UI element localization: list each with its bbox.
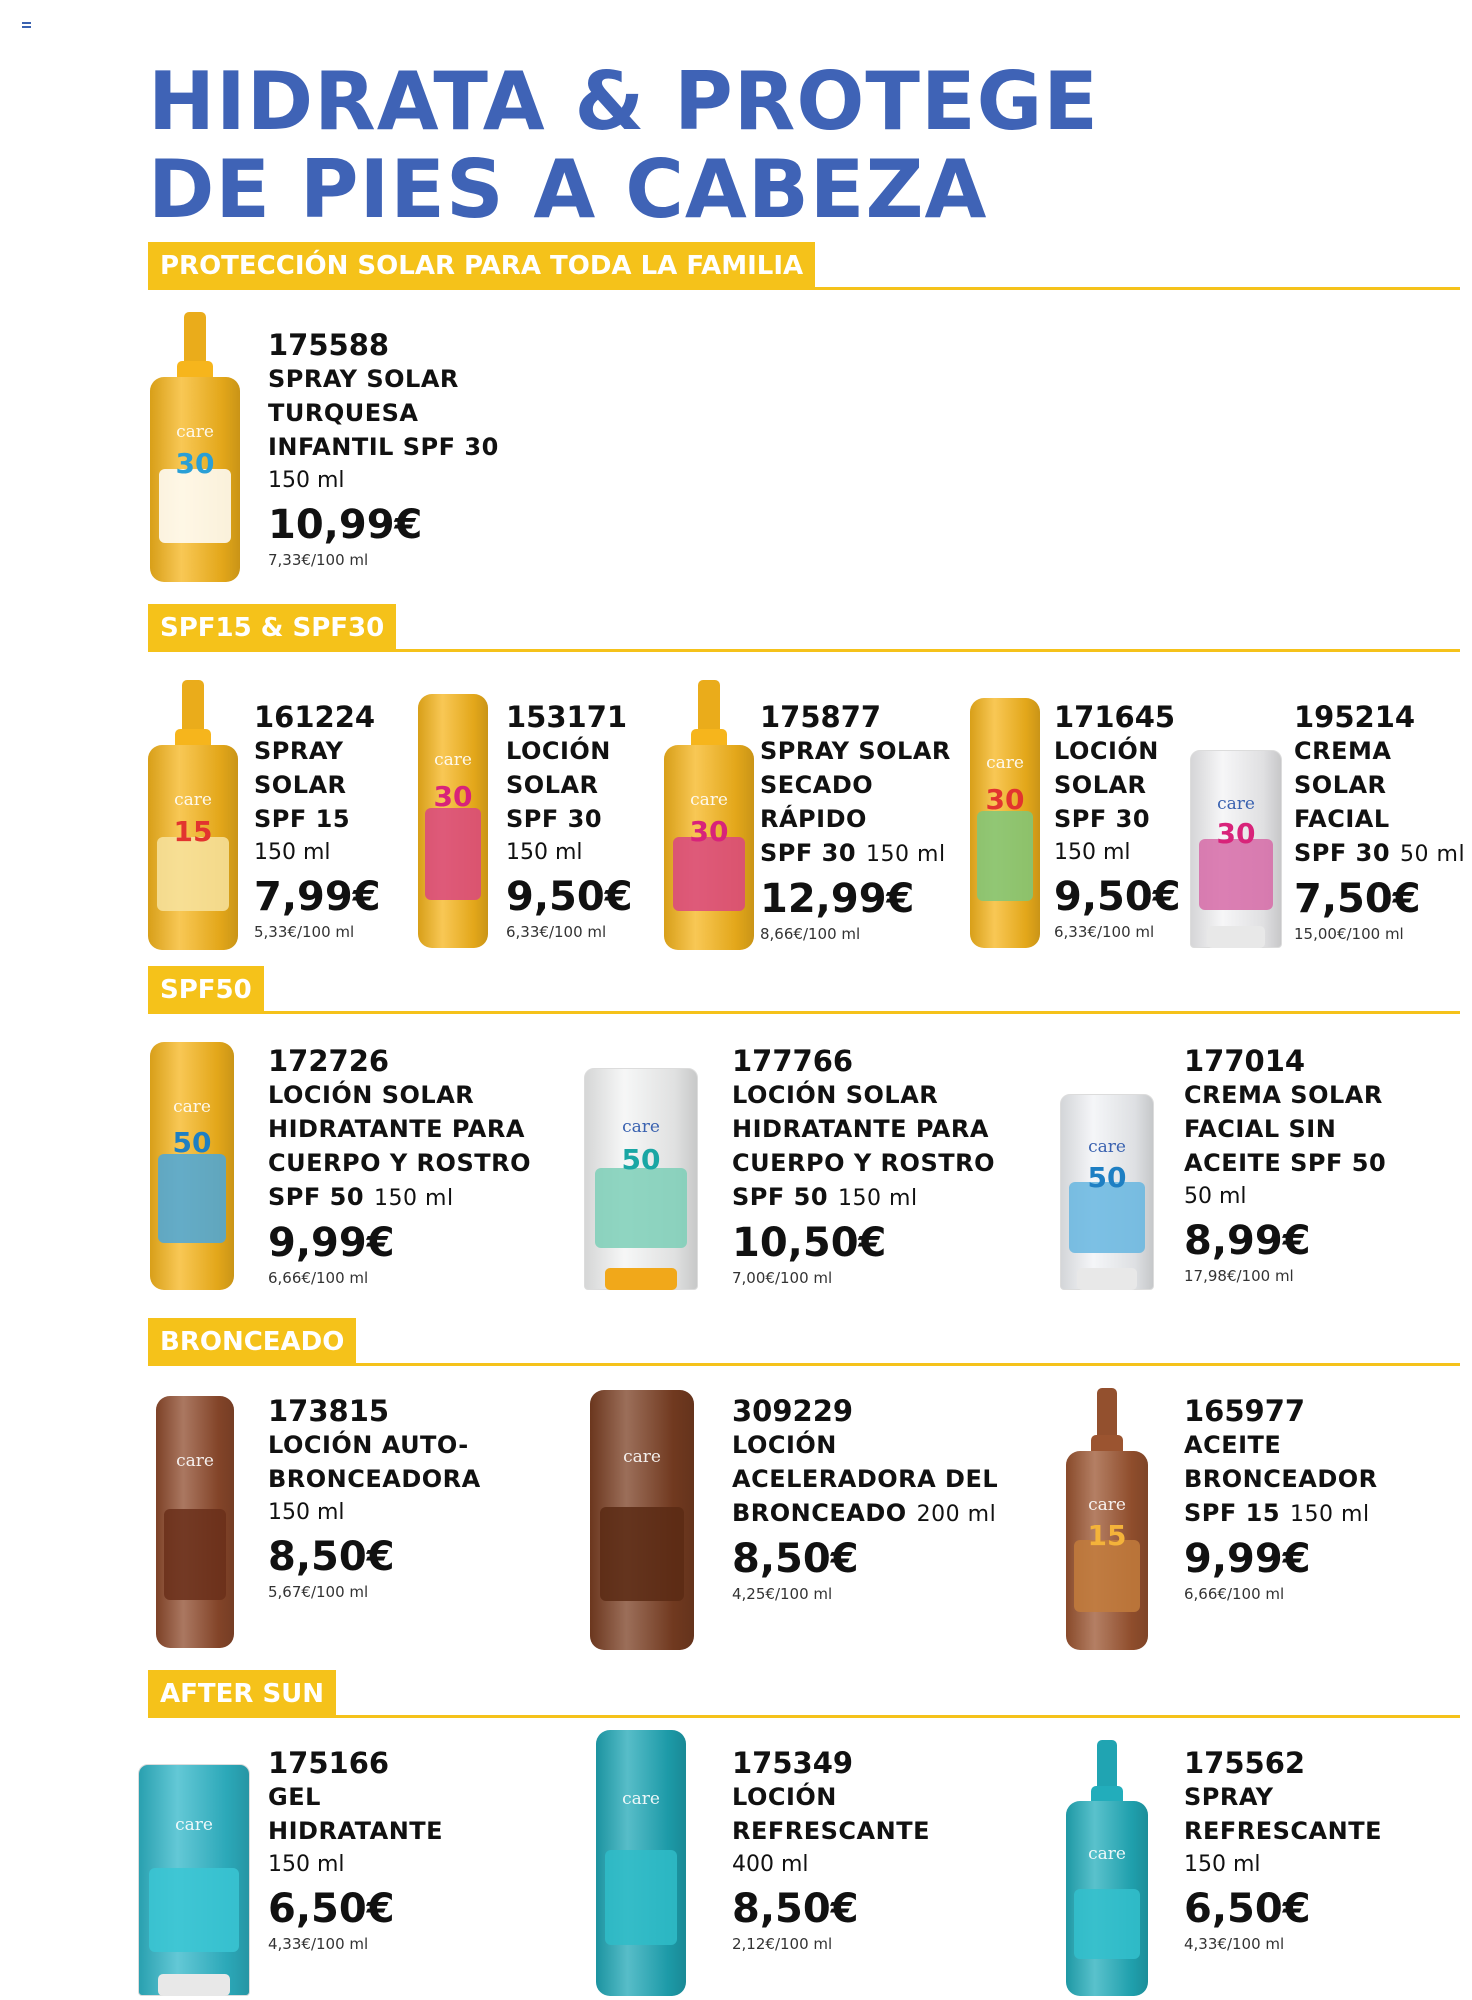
brand-logo: care (622, 1116, 660, 1137)
product-label (157, 837, 229, 911)
product-name-text: SPF 30 (1054, 805, 1151, 833)
product-info (268, 328, 499, 570)
product-name-line (1184, 1112, 1386, 1146)
product-price: 12,99€ (760, 876, 915, 922)
yellow-lotion-bottle-icon (150, 1042, 234, 1290)
product-name-text: LOCIÓN SOLAR (268, 1081, 475, 1109)
product-name-line (760, 768, 951, 802)
product-code: 175562 (1184, 1746, 1306, 1780)
product-name-line (1184, 1496, 1378, 1532)
section-spf50 (148, 966, 1460, 1014)
unit-price: 15,00€/100 ml (1294, 925, 1404, 943)
product-name-line (732, 1428, 998, 1462)
product-price: 8,50€ (732, 1886, 859, 1932)
product-code: 172726 (268, 1044, 390, 1078)
product-name-text: SPF 30 (1294, 839, 1391, 867)
product-info (732, 1044, 995, 1288)
section-label: BRONCEADO (148, 1318, 356, 1366)
product-name-text: TURQUESA (268, 399, 419, 427)
product-name-line (1184, 1780, 1382, 1814)
section-spf15-30 (148, 604, 1460, 652)
product-price: 9,99€ (268, 1220, 395, 1266)
brand-logo: care (176, 1451, 214, 1472)
product-price: 7,99€ (254, 874, 381, 920)
product-name-line (1054, 734, 1181, 768)
brand-logo: care (173, 1096, 211, 1117)
brand-logo: care (174, 789, 212, 810)
product-name-line (732, 1078, 995, 1112)
product-name-text: SPF 50 (268, 1183, 365, 1211)
unit-price: 4,25€/100 ml (732, 1585, 833, 1603)
product-name-line (732, 1814, 930, 1848)
brand-logo: care (1217, 793, 1255, 814)
brown-bronze-bottle-icon (590, 1390, 694, 1650)
product-price: 8,99€ (1184, 1218, 1311, 1264)
brand-logo: care (1088, 1137, 1126, 1158)
product-name-text: HIDRATANTE PARA (268, 1115, 525, 1143)
product-size: 150 ml (1184, 1852, 1261, 1877)
product-code: 175349 (732, 1746, 854, 1780)
product-name-line (1054, 802, 1181, 836)
product-name-line (1184, 1428, 1378, 1462)
product-name-line (268, 430, 499, 464)
brand-logo: care (622, 1788, 660, 1809)
product-code: 161224 (254, 700, 376, 734)
product-info (1294, 700, 1465, 944)
product-code: 171645 (1054, 700, 1176, 734)
spf-value: 50 (172, 1126, 212, 1160)
product-name-line (1184, 1078, 1386, 1112)
product-name-text: LOCIÓN (732, 1431, 837, 1459)
product-name-text: SPF 50 (732, 1183, 829, 1211)
product-info (1184, 1746, 1382, 1954)
product-label (600, 1507, 683, 1601)
product-size: 150 ml (374, 1186, 454, 1211)
white-face-tube-icon (1190, 750, 1282, 948)
product-name-text: HIDRATANTE (268, 1817, 444, 1845)
product-name-text: ACEITE SPF 50 (1184, 1149, 1387, 1177)
product-name-text: SOLAR (254, 771, 347, 799)
product-name-line (268, 1180, 531, 1216)
product-size: 150 ml (1054, 840, 1131, 865)
section-bronceado (148, 1318, 1460, 1366)
product-name-text: REFRESCANTE (732, 1817, 930, 1845)
product-name-line (506, 802, 633, 836)
product-info (1184, 1044, 1386, 1286)
white-face-tube-icon (1060, 1094, 1154, 1290)
product-name-text: CUERPO Y ROSTRO (732, 1149, 995, 1177)
spf-value: 15 (173, 814, 213, 848)
product-price: 9,50€ (1054, 874, 1181, 920)
product-price: 7,50€ (1294, 876, 1421, 922)
product-name-text: LOCIÓN SOLAR (732, 1081, 939, 1109)
product-size: 150 ml (1290, 1502, 1370, 1527)
tube-cap (158, 1974, 230, 1996)
product-name-text: REFRESCANTE (1184, 1817, 1382, 1845)
product-size: 150 ml (838, 1186, 918, 1211)
product-name-text: CUERPO Y ROSTRO (268, 1149, 531, 1177)
product-size: 150 ml (866, 842, 946, 867)
product-info (254, 700, 381, 942)
tube-cap (1077, 1268, 1137, 1290)
unit-price: 6,66€/100 ml (1184, 1585, 1285, 1603)
product-info (732, 1394, 998, 1604)
product-name-text: BRONCEADO (732, 1499, 907, 1527)
product-info (732, 1746, 930, 1954)
product-name-text: LOCIÓN (732, 1783, 837, 1811)
unit-price: 2,12€/100 ml (732, 1935, 833, 1953)
product-name-text: SOLAR (1294, 771, 1387, 799)
product-name-line (268, 362, 499, 396)
product-size: 400 ml (732, 1852, 809, 1877)
product-name-line (268, 1112, 531, 1146)
unit-price: 5,67€/100 ml (268, 1583, 369, 1601)
product-label (159, 469, 231, 543)
product-label (425, 808, 481, 899)
yellow-spray-bottle-icon (148, 680, 238, 950)
product-code: 195214 (1294, 700, 1416, 734)
menu-icon (22, 22, 31, 28)
product-name-line (732, 1496, 998, 1532)
product-name-text: CREMA SOLAR (1184, 1081, 1383, 1109)
brand-logo: care (1088, 1494, 1126, 1515)
product-name-text: CREMA (1294, 737, 1392, 765)
product-info (1184, 1394, 1378, 1604)
product-name-text: SPRAY SOLAR (268, 365, 459, 393)
product-price: 6,50€ (268, 1886, 395, 1932)
teal-tube-icon (138, 1764, 250, 1996)
product-name-text: ACELERADORA DEL (732, 1465, 999, 1493)
product-label (1074, 1889, 1140, 1959)
product-name-text: LOCIÓN AUTO- (268, 1431, 469, 1459)
product-name-text: GEL (268, 1783, 321, 1811)
unit-price: 4,33€/100 ml (1184, 1935, 1285, 1953)
spf-value: 50 (621, 1143, 661, 1177)
product-name-text: SPF 15 (1184, 1499, 1281, 1527)
product-price: 8,50€ (268, 1534, 395, 1580)
product-name-line (254, 734, 381, 768)
product-info (1054, 700, 1181, 942)
product-code: 165977 (1184, 1394, 1306, 1428)
unit-price: 6,33€/100 ml (1054, 923, 1155, 941)
product-name-line (732, 1780, 930, 1814)
product-label (605, 1850, 677, 1946)
product-name-line (254, 802, 381, 836)
product-name-text: SPRAY (254, 737, 344, 765)
unit-price: 17,98€/100 ml (1184, 1267, 1294, 1285)
teal-lotion-bottle-icon (596, 1730, 686, 1996)
product-name-line (268, 1814, 443, 1848)
product-code: 175588 (268, 328, 390, 362)
product-name-line (268, 1428, 481, 1462)
yellow-spray-bottle-icon (664, 680, 754, 950)
product-name-line (268, 1462, 481, 1496)
product-info (760, 700, 951, 944)
product-info (506, 700, 633, 942)
product-name-text: FACIAL SIN (1184, 1115, 1337, 1143)
spf-value: 30 (985, 783, 1025, 816)
product-price: 10,50€ (732, 1220, 887, 1266)
product-label (158, 1154, 225, 1243)
product-price: 10,99€ (268, 502, 423, 548)
product-name-line (268, 396, 499, 430)
section-rule (148, 1011, 1460, 1014)
product-price: 9,50€ (506, 874, 633, 920)
product-price: 8,50€ (732, 1536, 859, 1582)
tube-cap (1207, 926, 1266, 948)
product-name-text: BRONCEADORA (268, 1465, 481, 1493)
product-name-line (1184, 1146, 1386, 1180)
product-code: 177766 (732, 1044, 854, 1078)
section-rule (148, 1715, 1460, 1718)
teal-spray-bottle-icon (1066, 1740, 1148, 1996)
product-size: 150 ml (268, 468, 345, 493)
unit-price: 8,66€/100 ml (760, 925, 861, 943)
yellow-lotion-bottle-icon (418, 694, 488, 948)
product-code: 175877 (760, 700, 882, 734)
product-name-text: HIDRATANTE PARA (732, 1115, 989, 1143)
yellow-lotion-bottle-icon (970, 698, 1040, 948)
product-name-line (506, 734, 633, 768)
product-name-line (1184, 1814, 1382, 1848)
unit-price: 4,33€/100 ml (268, 1935, 369, 1953)
product-name-text: SOLAR (1054, 771, 1147, 799)
spf-value: 30 (433, 780, 473, 814)
spf-value: 30 (689, 814, 729, 848)
product-code: 309229 (732, 1394, 854, 1428)
product-info (268, 1044, 531, 1288)
product-code: 153171 (506, 700, 628, 734)
product-size: 200 ml (916, 1502, 997, 1527)
product-price: 6,50€ (1184, 1886, 1311, 1932)
brand-logo: care (175, 1815, 213, 1836)
product-name-line (268, 1146, 531, 1180)
product-name-text: ACEITE (1184, 1431, 1282, 1459)
brand-logo: care (690, 789, 728, 810)
spf-value: 30 (1216, 817, 1256, 851)
product-name-line (268, 1078, 531, 1112)
product-code: 173815 (268, 1394, 390, 1428)
product-name-line (1054, 768, 1181, 802)
product-name-line (254, 768, 381, 802)
brand-logo: care (176, 421, 214, 442)
product-size: 50 ml (1400, 842, 1466, 867)
section-after-sun (148, 1670, 1460, 1718)
product-name-text: RÁPIDO (760, 805, 867, 833)
section-label: AFTER SUN (148, 1670, 336, 1718)
tube-cap (605, 1268, 678, 1290)
unit-price: 6,66€/100 ml (268, 1269, 369, 1287)
page-title-line-1: HIDRATA & PROTEGE (148, 55, 1099, 148)
product-name-line (760, 802, 951, 836)
product-price: 9,99€ (1184, 1536, 1311, 1582)
product-size: 50 ml (1184, 1184, 1247, 1209)
product-name-text: LOCIÓN (506, 737, 611, 765)
bronze-spray-bottle-icon (1066, 1388, 1148, 1650)
product-label (595, 1168, 686, 1248)
brand-logo: care (986, 753, 1024, 773)
section-label: SPF50 (148, 966, 264, 1014)
spf-value: 30 (175, 446, 215, 480)
product-size: 150 ml (506, 840, 583, 865)
product-name-line (1294, 836, 1465, 872)
product-name-text: SPF 30 (760, 839, 857, 867)
product-name-text: SECADO (760, 771, 874, 799)
product-name-text: LOCIÓN (1054, 737, 1159, 765)
page-title-line-2: DE PIES A CABEZA (148, 143, 988, 236)
section-family (148, 242, 1460, 290)
spf-value: 15 (1087, 1518, 1127, 1552)
brand-logo: care (434, 749, 472, 770)
product-name-line (1294, 734, 1465, 768)
product-name-text: SPF 30 (506, 805, 603, 833)
unit-price: 7,00€/100 ml (732, 1269, 833, 1287)
page-title (148, 55, 1099, 236)
section-label: PROTECCIÓN SOLAR PARA TODA LA FAMILIA (148, 242, 815, 290)
product-name-line (1184, 1462, 1378, 1496)
product-name-text: SPRAY (1184, 1783, 1274, 1811)
spf-value: 50 (1087, 1160, 1127, 1194)
product-size: 150 ml (254, 840, 331, 865)
product-name-text: SPRAY SOLAR (760, 737, 951, 765)
product-code: 177014 (1184, 1044, 1306, 1078)
product-name-line (760, 734, 951, 768)
unit-price: 7,33€/100 ml (268, 551, 369, 569)
product-label (149, 1868, 239, 1952)
product-name-line (506, 768, 633, 802)
unit-price: 5,33€/100 ml (254, 923, 355, 941)
white-tube-icon (584, 1068, 698, 1290)
product-label (673, 837, 745, 911)
brown-lotion-bottle-icon (156, 1396, 234, 1648)
product-info (268, 1746, 443, 1954)
product-name-text: SPF 15 (254, 805, 351, 833)
product-name-line (1294, 768, 1465, 802)
product-name-line (732, 1180, 995, 1216)
product-label (164, 1509, 226, 1600)
product-name-line (1294, 802, 1465, 836)
product-name-text: INFANTIL SPF 30 (268, 433, 499, 461)
product-size: 150 ml (268, 1500, 345, 1525)
product-name-text: FACIAL (1294, 805, 1390, 833)
product-name-text: SOLAR (506, 771, 599, 799)
product-name-line (732, 1112, 995, 1146)
product-size: 150 ml (268, 1852, 345, 1877)
brand-logo: care (623, 1447, 661, 1468)
product-name-line (732, 1462, 998, 1496)
section-label: SPF15 & SPF30 (148, 604, 396, 652)
product-info (268, 1394, 481, 1602)
brand-logo: care (1088, 1844, 1126, 1865)
product-name-line (760, 836, 951, 872)
unit-price: 6,33€/100 ml (506, 923, 607, 941)
yellow-spray-bottle-icon (150, 312, 240, 582)
product-name-line (268, 1780, 443, 1814)
product-name-line (732, 1146, 995, 1180)
product-code: 175166 (268, 1746, 390, 1780)
product-name-text: BRONCEADOR (1184, 1465, 1378, 1493)
product-label (977, 811, 1033, 901)
